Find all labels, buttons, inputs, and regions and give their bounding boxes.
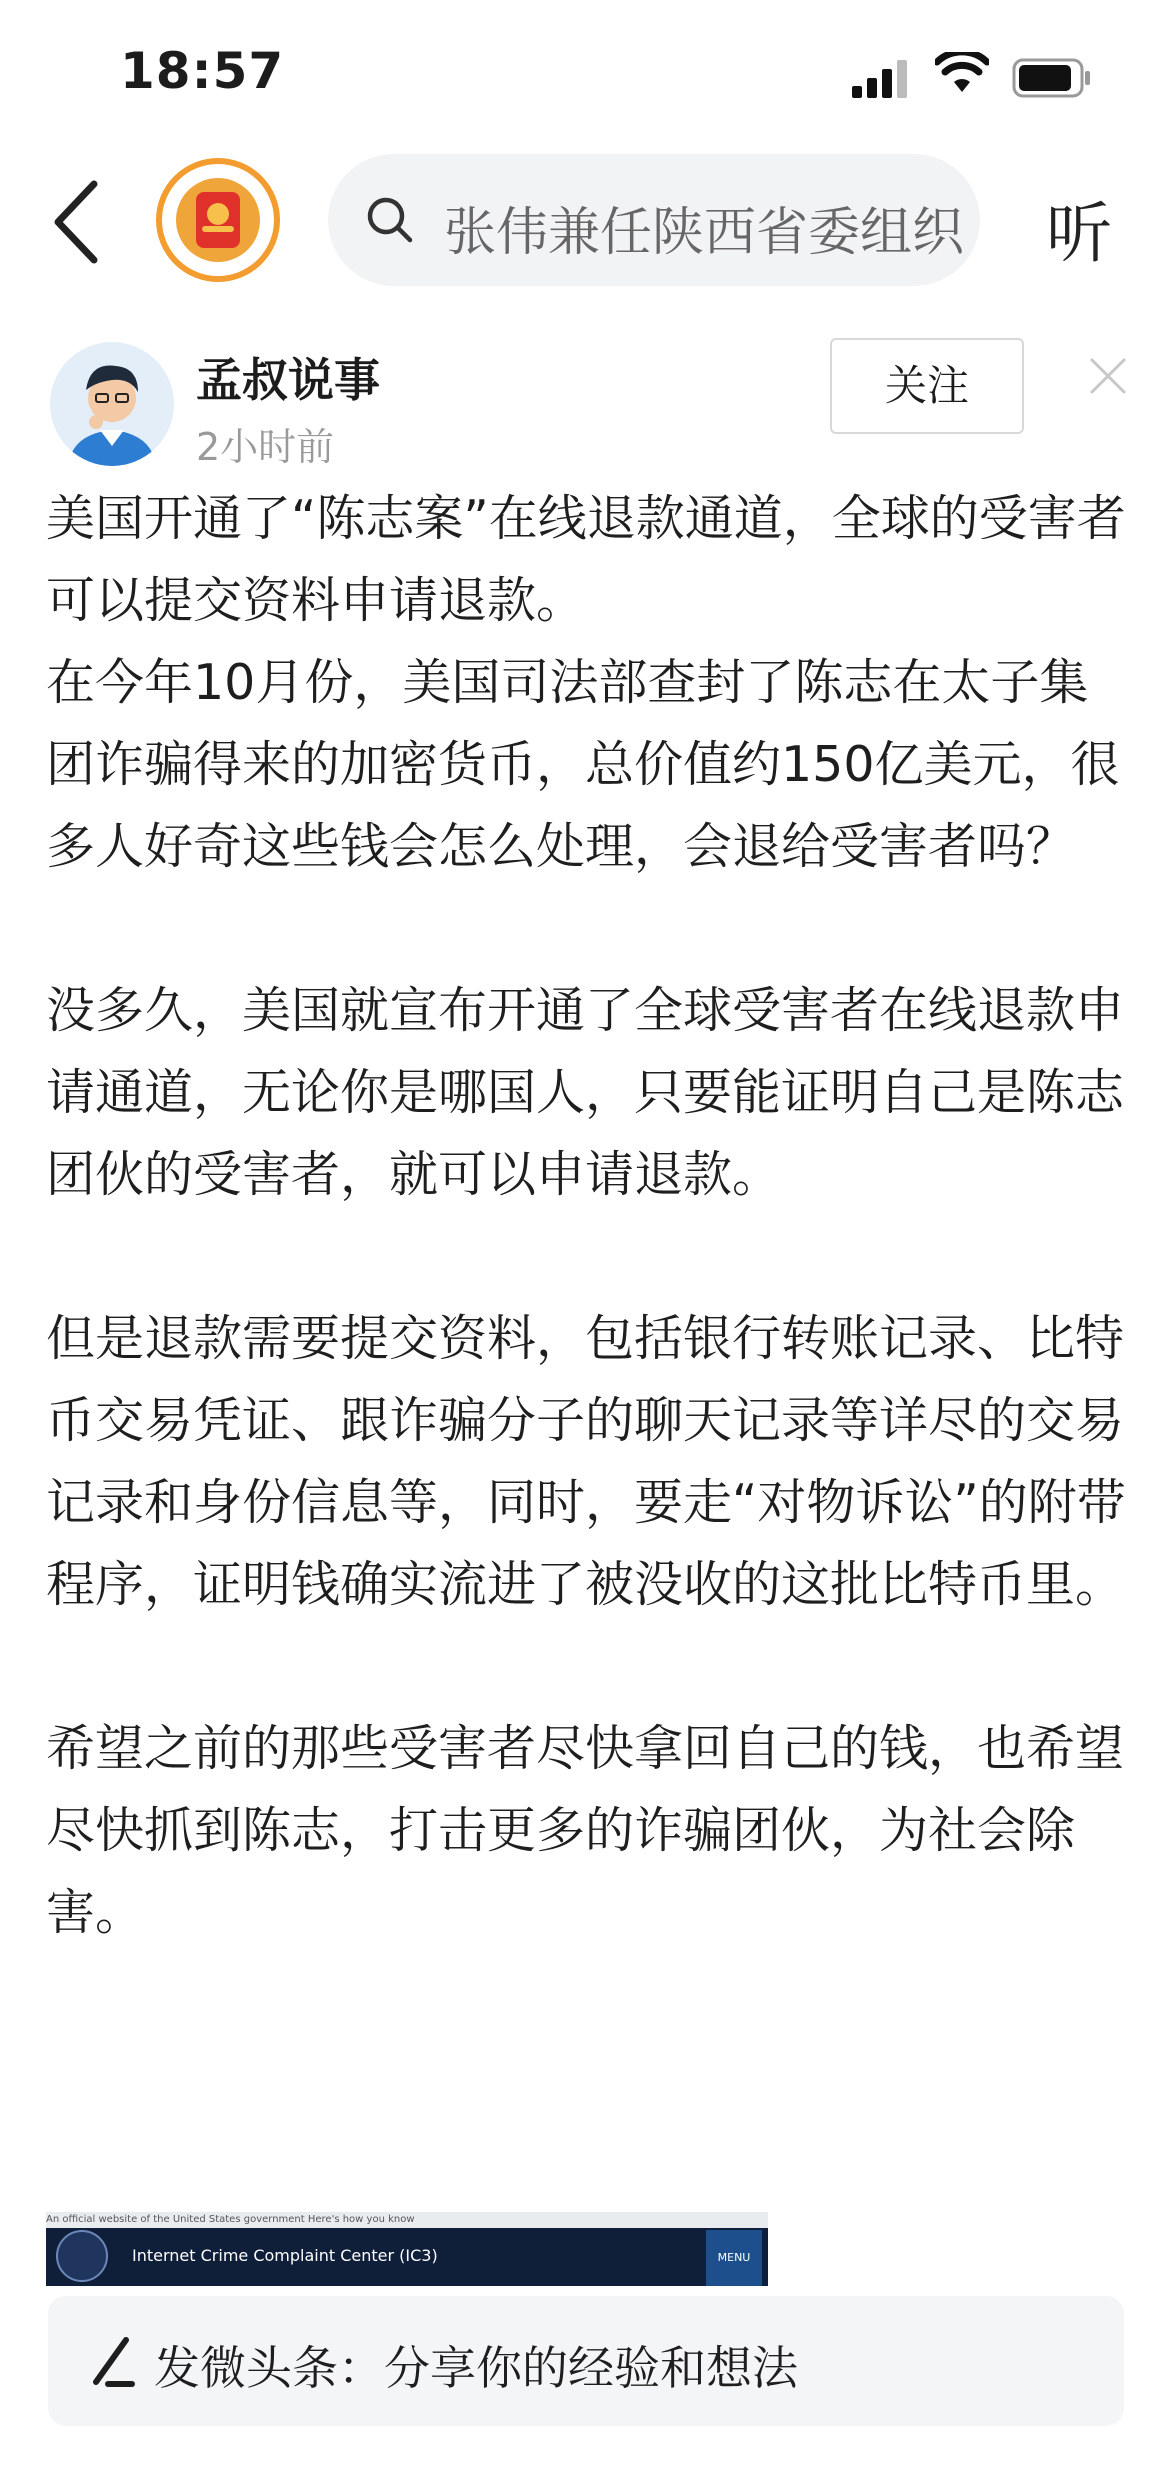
embed-site-title: Internet Crime Complaint Center (IC3) [132,2246,438,2265]
article-paragraph: 希望之前的那些受害者尽快拿回自己的钱，也希望尽快抓到陈志，打击更多的诈骗团伙，为社会除害。 [46,1720,1125,1941]
close-icon[interactable] [1088,356,1128,396]
listen-button[interactable]: 听 [1046,195,1112,272]
compose-placeholder: 发微头条：分享你的经验和想法 [154,2341,798,2395]
wifi-icon [935,52,989,96]
embed-gov-banner: An official website of the United States government Here's how you know [46,2212,768,2228]
post-time: 2小时前 [196,425,335,469]
article-paragraph: 在今年10月份，美国司法部查封了陈志在太子集团诈骗得来的加密货币，总价值约150亿美元，很多人好奇这些钱会怎么处理，会退给受害者吗？ [46,654,1120,875]
paragraph-spacer [46,888,1136,970]
article-paragraph: 没多久，美国就宣布开通了全球受害者在线退款申请通道，无论你是哪国人，只要能证明自己是陈志团伙的受害者，就可以申请退款。 [46,982,1125,1203]
article-paragraph: 但是退款需要提交资料，包括银行转账记录、比特币交易凭证、跟诈骗分子的聊天记录等详尽的交易记录和身份信息等，同时，要走“对物诉讼”的附带程序，证明钱确实流进了被没收的这批比特币里。 [46,1310,1126,1613]
search-query-text: 张伟兼任陕西省委组织 [444,203,964,263]
author-row [0,336,1170,469]
battery-icon [1012,58,1092,98]
red-envelope-icon [176,178,260,262]
ic3-seal-icon [56,2230,108,2282]
compose-bar[interactable] [48,2296,1124,2426]
search-bar[interactable] [328,154,980,286]
embedded-image[interactable] [46,2212,768,2286]
top-navigation [0,150,1170,290]
paragraph-spacer [46,1626,1136,1708]
avatar[interactable] [50,342,174,466]
follow-button[interactable]: 关注 [830,338,1024,434]
article-body [46,478,1136,1954]
embed-menu-button: MENU [706,2230,762,2286]
back-arrow-icon[interactable] [48,178,104,266]
search-icon [364,194,416,246]
status-bar [0,0,1170,150]
article-paragraph: 美国开通了“陈志案”在线退款通道，全球的受害者可以提交资料申请退款。 [46,490,1126,629]
pen-icon [86,2332,136,2390]
status-time: 18:57 [120,42,285,100]
app-logo[interactable] [156,158,280,282]
paragraph-spacer [46,1216,1136,1298]
signal-icon [852,60,910,98]
author-name[interactable]: 孟叔说事 [196,353,380,407]
